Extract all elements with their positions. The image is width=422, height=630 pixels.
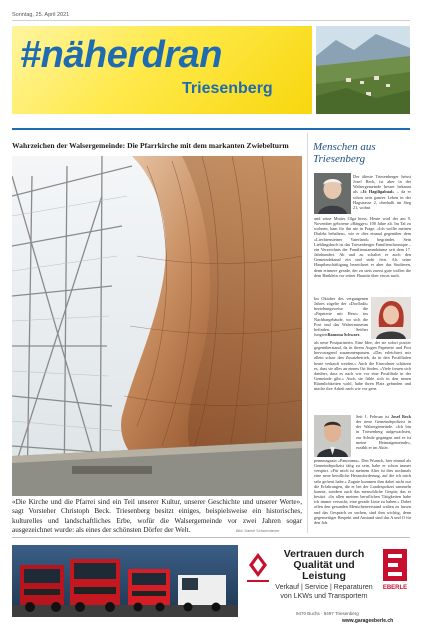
trucks-photo	[12, 545, 238, 617]
entry-3-text-b: der neue Gemeindepolizist in der Walsergemeinde. «Ich bin in Triesenberg aufgewachsen, zur Schule gegangen und es ist meine Heimatgemeinde», erzählt er im Aktiv.	[356, 419, 411, 450]
top-divider	[12, 20, 410, 21]
column-entry-1-body: und seine Mutter Olga hiess. Heute wird der am 9. November geborene «Bärgger» 100 Jahre alt. Im Tal zu wohnen, kam für ihn nie in Frage. «Ich wollte meinen Dialekt behalten», wie er dies einmal gegenüber dem «Liechtensteiner Vaterland» begründet. Sein Lieblingsbuch ist das Triesenberger Familienchronique – ein Verzeichnis der Familienstammbäume seit dem 17. Jahrhundert. Ab und zu schaltet er auch den Gemeindekanal ein und sieht fern. Als seine Hauptbeschäftigung bezeichnet er aber das Studieren, denn erinnere gerade, der zu stets zuerst gute wollen die dem Bänklein vor seiner Haustür über etwas nach.	[314, 216, 411, 278]
entry-1-text-b: – da er schon sein ganzes Leben in der Hagstrasse 2, oberhalb im Steg 21, wohnt	[353, 189, 411, 210]
photo-caption: «Die Kirche und die Pfarrei sind ein Teil unserer Kultur, unserer Geschichte und unserer Werte», sagt Vorsteher Christoph Beck. Triesenberg besitzt einiges, beispielsweise ein historisches, kulturelles und landschaftliches Erbe, wofür die Walsergemeinde vor zwei Jahren sogar ausgezeichnet wurde: als eines der schönsten Dörfer der Welt.	[12, 498, 302, 535]
portrait-josef-beck-police	[314, 415, 351, 457]
entry-1-name: Jö Hagiligabual»	[362, 189, 395, 195]
ad-address: 9470 Buchs · 9497 Triesenberg	[296, 611, 359, 616]
church-tower-photo	[12, 156, 302, 496]
masthead-place: Triesenberg	[182, 80, 273, 97]
portrait-ramona-schwarz	[371, 297, 411, 339]
entry-2-text-a: Im Oktober des vergangenen Jahres zügelte der «Dorfladä» beziehungsweise die «Papeterie mit Herz» ins Nachbargebäude, wo sich die Post und das Walsermuseum befinden. Seither fungiert	[314, 296, 368, 338]
column-entry-3-intro	[356, 414, 411, 450]
eberle-label: EBERLE	[382, 585, 408, 591]
entry-2-name: Ramona Schwarz	[327, 332, 360, 338]
column-entry-1-intro	[353, 174, 411, 210]
ad-services: Verkauf | Service | Reparaturen von LKWs und Transportern	[275, 584, 373, 600]
column-title: Menschen aus Triesenberg	[313, 141, 376, 165]
renault-trucks-logo	[246, 550, 270, 596]
column-divider	[307, 133, 308, 533]
eberle-logo	[380, 549, 410, 599]
dateline: Sonntag, 25. April 2021	[12, 12, 70, 18]
entry-3-name: Josef Beck	[390, 414, 411, 419]
article-headline: Wahrzeichen der Walsergemeinde: Die Pfarrkirche mit dem markanten Zwiebelturm	[12, 141, 289, 150]
photo-credit: Bild: Daniel Schwendener	[236, 529, 280, 533]
portrait-josef-beck-senior	[314, 173, 351, 214]
ad-headline: Vertrauen durch Qualität und Leistung	[283, 548, 365, 582]
section-divider	[12, 128, 410, 130]
entry-3-text-a: Seit 1. Februar ist	[356, 414, 389, 419]
ad-divider	[12, 537, 410, 538]
landscape-photo	[316, 26, 410, 114]
masthead-title: #näherdran	[20, 34, 222, 76]
column-entry-3-body: pennmagazin «Panorama». Den Wunsch, hier einmal als Gemeindepolizist tätig zu sein, habe er schon immer verspürt. «Für mich ist meinem Alter ist dies nochmals eine neue berufliche Herausforderung, auf die ich mich sehr gefreut habe.» Zugute kommen ihm dabei nicht nur die Erfahrungen, die er bei der Landespolizei sammeln konnte, sondern auch das menschliche Gespür, das er besitzt. «In allen meinen beruflichen Tätigkeiten habe ich immer versucht, eine gerade Linie zu haben.» Dabei offen den gesunden Menschenverstand walten zu lassen und das Gespräch zu suchen, sind ihm wichtig, denn gegenseitiger Respekt und Anstand sind das A und O für den Job.	[314, 458, 411, 525]
column-entry-2-intro	[314, 296, 368, 337]
column-entry-2-body: als neue Postpartnerin. Eine Idee, der sie sofort positiv gegenüberstand, da in ihrem Augen Papeterie und Post hervorragend zusammenpassen. «Das erleichtert mir allein schon den Zusatzbetrieb, da in den Postfilialen heute verkauft werden.» Auch die Einwohner schätzen es, dass sie alles an einem Ort finden. «Viele freuen sich darüber, dass es nach wie vor eine Postfiliale in der Gemeinde gibt.» Auch sie fühle sich in den neuen Räumlichkeiten wohl, habe ihren Platz gefunden und mache ihre Arbeit nach wie vor gern.	[314, 340, 411, 392]
ad-text-block	[272, 549, 376, 601]
entry-1-text-a: Der älteste Triesenberger heisst Josef Beck, ist aber in der Walsergemeinde besser bekannt als «	[353, 174, 411, 195]
ad-website: www.garageeberle.ch	[342, 618, 394, 624]
